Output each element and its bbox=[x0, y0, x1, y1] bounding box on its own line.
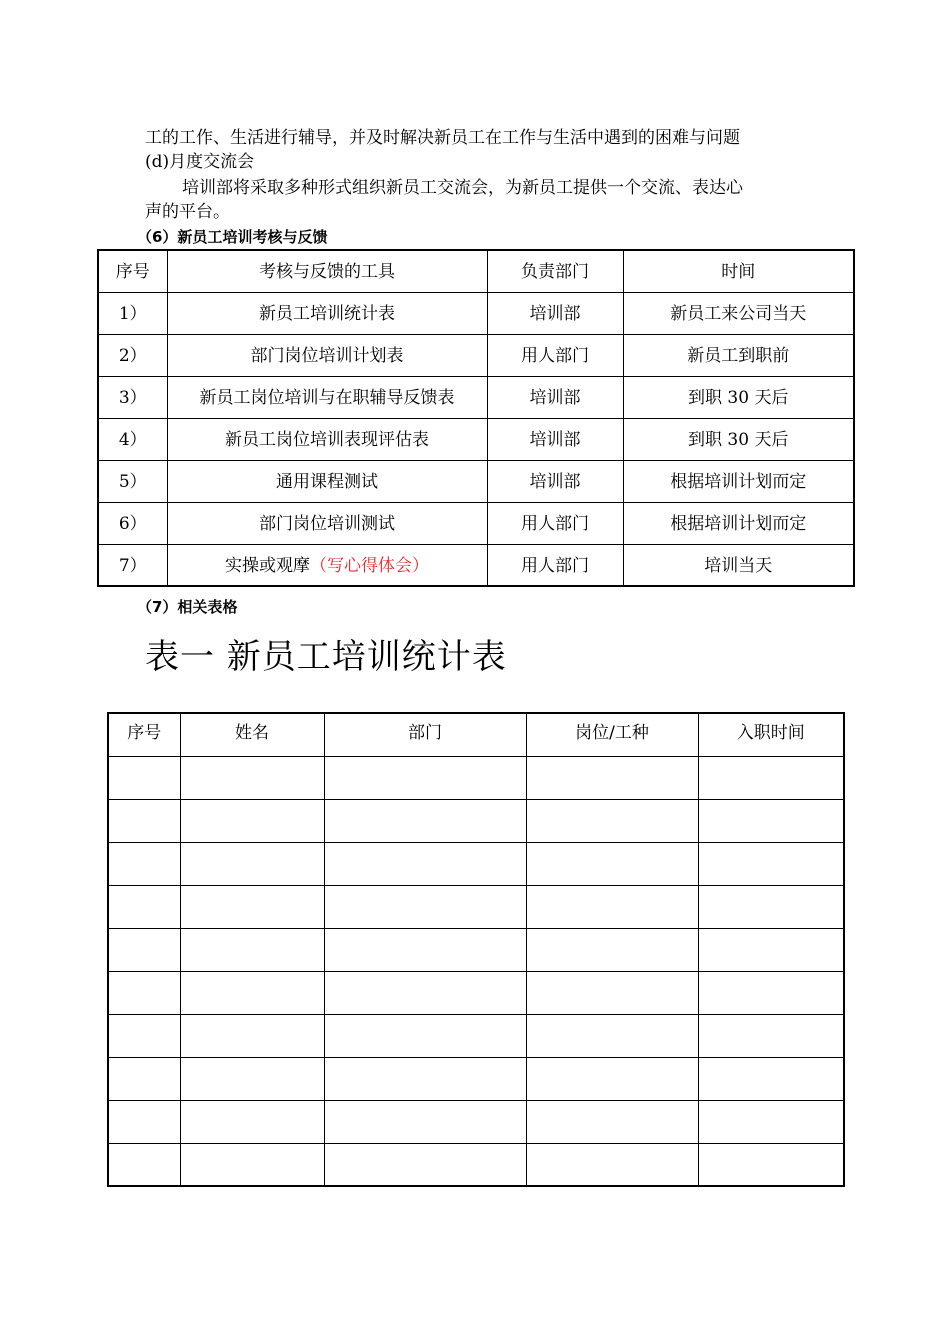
empty-cell[interactable] bbox=[698, 842, 844, 885]
empty-cell[interactable] bbox=[108, 928, 180, 971]
empty-cell[interactable] bbox=[324, 928, 526, 971]
table-row bbox=[108, 971, 844, 1014]
empty-cell[interactable] bbox=[526, 1014, 698, 1057]
section-7-heading: （7）相关表格 bbox=[137, 598, 238, 616]
empty-cell[interactable] bbox=[180, 842, 324, 885]
row-number: 6） bbox=[118, 513, 147, 534]
header-cell: 序号 bbox=[98, 250, 167, 292]
table-row bbox=[108, 842, 844, 885]
empty-cell[interactable] bbox=[324, 756, 526, 799]
empty-cell[interactable] bbox=[180, 971, 324, 1014]
row-number: 4） bbox=[118, 429, 147, 450]
row-number-cell bbox=[98, 376, 167, 418]
time-cell bbox=[623, 502, 854, 544]
empty-cell[interactable] bbox=[180, 1143, 324, 1186]
empty-cell[interactable] bbox=[324, 885, 526, 928]
header-cell: 负责部门 bbox=[487, 250, 623, 292]
empty-cell[interactable] bbox=[698, 1014, 844, 1057]
empty-cell[interactable] bbox=[324, 971, 526, 1014]
header-cell: 岗位/工种 bbox=[526, 713, 698, 756]
row-number-cell bbox=[98, 544, 167, 586]
table-row bbox=[98, 418, 854, 460]
empty-cell[interactable] bbox=[108, 1014, 180, 1057]
header-cell: 序号 bbox=[108, 713, 180, 756]
empty-cell[interactable] bbox=[526, 842, 698, 885]
tool-name: 通用课程测试 bbox=[276, 471, 378, 492]
header-cell: 姓名 bbox=[180, 713, 324, 756]
tool-name: 部门岗位培训测试 bbox=[259, 513, 395, 534]
empty-cell[interactable] bbox=[526, 1100, 698, 1143]
time: 新员工到职前 bbox=[687, 345, 790, 366]
empty-cell[interactable] bbox=[324, 1100, 526, 1143]
empty-cell[interactable] bbox=[698, 1057, 844, 1100]
paragraph-line-4: 声的平台。 bbox=[145, 202, 230, 222]
tool-note: （写心得体会） bbox=[310, 555, 429, 576]
responsible-dept: 培训部 bbox=[529, 303, 581, 324]
table-row bbox=[108, 928, 844, 971]
row-number-cell bbox=[98, 502, 167, 544]
empty-cell[interactable] bbox=[180, 1014, 324, 1057]
section-6-heading: （6）新员工培训考核与反馈 bbox=[137, 228, 328, 246]
table-row bbox=[108, 756, 844, 799]
tool-name-cell bbox=[167, 334, 487, 376]
responsible-dept-cell bbox=[487, 334, 623, 376]
table-row bbox=[98, 334, 854, 376]
time: 培训当天 bbox=[704, 555, 773, 576]
responsible-dept-cell bbox=[487, 418, 623, 460]
empty-cell[interactable] bbox=[698, 1143, 844, 1186]
tool-name: 新员工岗位培训与在职辅导反馈表 bbox=[199, 387, 455, 408]
table-row bbox=[108, 1143, 844, 1186]
tool-name-cell bbox=[167, 460, 487, 502]
tool-name: 新员工培训统计表 bbox=[259, 303, 395, 324]
responsible-dept: 用人部门 bbox=[521, 555, 589, 576]
empty-cell[interactable] bbox=[526, 1057, 698, 1100]
empty-cell[interactable] bbox=[108, 842, 180, 885]
responsible-dept: 培训部 bbox=[529, 387, 581, 408]
responsible-dept-cell bbox=[487, 292, 623, 334]
empty-cell[interactable] bbox=[324, 842, 526, 885]
table-row bbox=[108, 799, 844, 842]
row-number-cell bbox=[98, 292, 167, 334]
tool-name-cell bbox=[167, 376, 487, 418]
empty-cell[interactable] bbox=[180, 1100, 324, 1143]
row-number: 5） bbox=[118, 471, 147, 492]
empty-cell[interactable] bbox=[526, 756, 698, 799]
table-row bbox=[98, 502, 854, 544]
row-number: 1） bbox=[118, 303, 147, 324]
empty-cell[interactable] bbox=[108, 756, 180, 799]
responsible-dept: 培训部 bbox=[529, 429, 581, 450]
empty-cell[interactable] bbox=[526, 971, 698, 1014]
table-row bbox=[98, 460, 854, 502]
header-cell: 部门 bbox=[324, 713, 526, 756]
row-number: 3） bbox=[118, 387, 147, 408]
responsible-dept-cell bbox=[487, 544, 623, 586]
table-row bbox=[108, 1057, 844, 1100]
empty-cell[interactable] bbox=[108, 885, 180, 928]
row-number-cell bbox=[98, 334, 167, 376]
empty-cell[interactable] bbox=[324, 799, 526, 842]
responsible-dept-cell bbox=[487, 460, 623, 502]
row-number: 2） bbox=[118, 345, 147, 366]
table-row bbox=[98, 376, 854, 418]
responsible-dept-cell bbox=[487, 376, 623, 418]
time: 根据培训计划而定 bbox=[670, 471, 807, 492]
feedback-table bbox=[97, 249, 855, 587]
header-cell: 入职时间 bbox=[698, 713, 844, 756]
empty-cell[interactable] bbox=[108, 971, 180, 1014]
paragraph-line-1: 工的工作、生活进行辅导，并及时解决新员工在工作与生活中遇到的困难与问题 bbox=[145, 128, 740, 148]
table-1-title: 表一 新员工培训统计表 bbox=[145, 637, 507, 677]
tool-name-cell bbox=[167, 544, 487, 586]
empty-cell[interactable] bbox=[180, 885, 324, 928]
row-number-cell bbox=[98, 460, 167, 502]
empty-cell[interactable] bbox=[698, 756, 844, 799]
empty-cell[interactable] bbox=[108, 1057, 180, 1100]
empty-cell[interactable] bbox=[698, 971, 844, 1014]
time: 新员工来公司当天 bbox=[670, 303, 807, 324]
row-number-cell bbox=[98, 418, 167, 460]
empty-cell[interactable] bbox=[324, 1014, 526, 1057]
time-cell bbox=[623, 376, 854, 418]
paragraph-line-2: (d)月度交流会 bbox=[145, 152, 255, 172]
stats-table bbox=[107, 712, 845, 1187]
table-row bbox=[98, 292, 854, 334]
time-cell bbox=[623, 334, 854, 376]
responsible-dept: 用人部门 bbox=[521, 513, 589, 534]
row-number: 7） bbox=[118, 555, 147, 576]
empty-cell[interactable] bbox=[698, 885, 844, 928]
empty-cell[interactable] bbox=[526, 799, 698, 842]
header-cell: 时间 bbox=[623, 250, 854, 292]
empty-cell[interactable] bbox=[108, 1143, 180, 1186]
empty-cell[interactable] bbox=[698, 1100, 844, 1143]
empty-cell[interactable] bbox=[324, 1143, 526, 1186]
time-cell bbox=[623, 418, 854, 460]
empty-cell[interactable] bbox=[180, 799, 324, 842]
tool-name: 实操或观摩 bbox=[225, 555, 310, 576]
tool-name-cell bbox=[167, 292, 487, 334]
empty-cell[interactable] bbox=[324, 1057, 526, 1100]
table-row bbox=[108, 1014, 844, 1057]
empty-cell[interactable] bbox=[698, 799, 844, 842]
table-row bbox=[108, 1100, 844, 1143]
header-cell: 考核与反馈的工具 bbox=[167, 250, 487, 292]
empty-cell[interactable] bbox=[526, 885, 698, 928]
time: 到职 30 天后 bbox=[688, 429, 789, 450]
tool-name: 部门岗位培训计划表 bbox=[250, 345, 404, 366]
table-row bbox=[108, 885, 844, 928]
paragraph-line-3: 培训部将采取多种形式组织新员工交流会，为新员工提供一个交流、表达心 bbox=[182, 178, 743, 198]
tool-name: 新员工岗位培训表现评估表 bbox=[225, 429, 429, 450]
empty-cell[interactable] bbox=[526, 928, 698, 971]
time-cell bbox=[623, 544, 854, 586]
empty-cell[interactable] bbox=[108, 799, 180, 842]
responsible-dept: 培训部 bbox=[529, 471, 581, 492]
time: 根据培训计划而定 bbox=[670, 513, 807, 534]
empty-cell[interactable] bbox=[180, 756, 324, 799]
responsible-dept-cell bbox=[487, 502, 623, 544]
empty-cell[interactable] bbox=[526, 1143, 698, 1186]
responsible-dept: 用人部门 bbox=[521, 345, 589, 366]
tool-name-cell bbox=[167, 418, 487, 460]
time: 到职 30 天后 bbox=[688, 387, 789, 408]
empty-cell[interactable] bbox=[180, 928, 324, 971]
empty-cell[interactable] bbox=[108, 1100, 180, 1143]
stats-table-header bbox=[108, 713, 844, 756]
empty-cell[interactable] bbox=[180, 1057, 324, 1100]
time-cell bbox=[623, 460, 854, 502]
empty-cell[interactable] bbox=[698, 928, 844, 971]
feedback-table-header bbox=[98, 250, 854, 292]
time-cell bbox=[623, 292, 854, 334]
table-row bbox=[98, 544, 854, 586]
tool-name-cell bbox=[167, 502, 487, 544]
